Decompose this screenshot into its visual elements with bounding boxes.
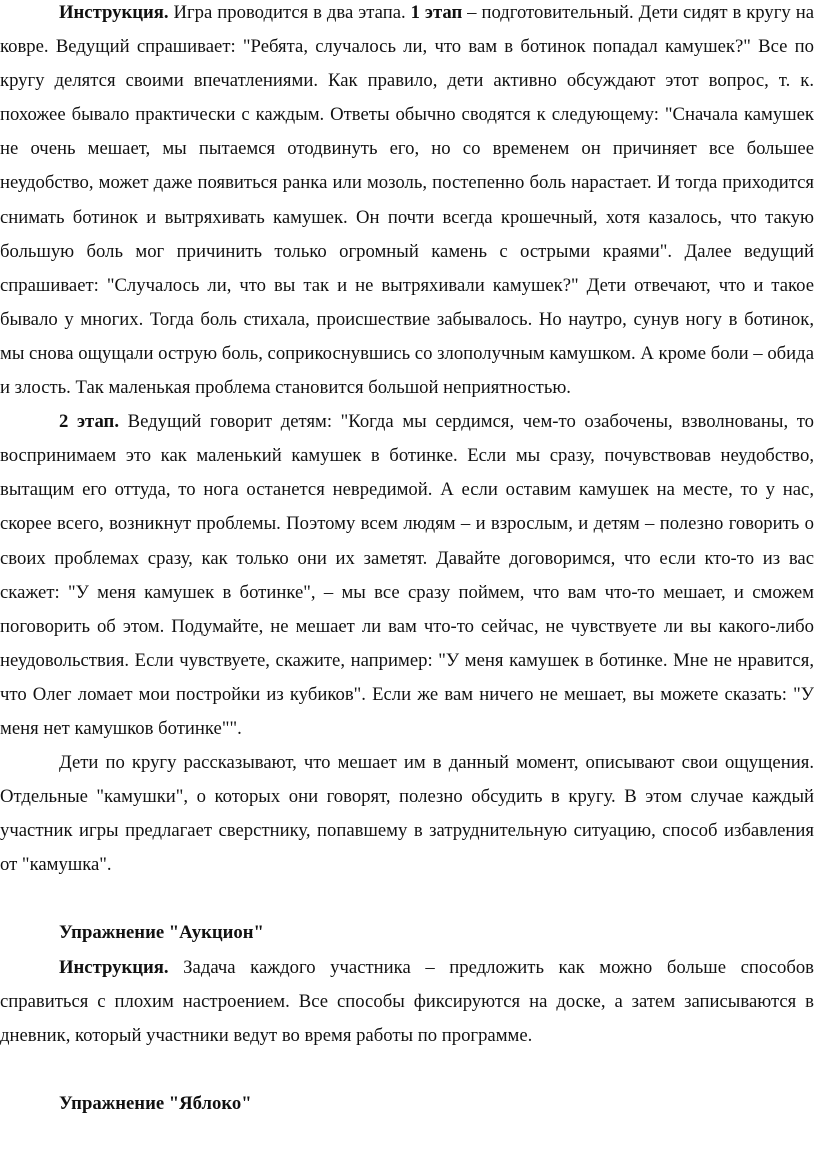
exercise-heading-auction: Упражнение "Аукцион" — [59, 922, 264, 944]
exercise-heading-apple: Упражнение "Яблоко" — [59, 1092, 252, 1114]
paragraph-text: Задача каждого участника – предложить как можно больше способов справиться с плохим настроением. Все способы фиксируются на доске, а затем записываются в дневник, который участники ведут во время работы по программе. — [0, 956, 814, 1046]
paragraph-stage-1 — [0, 0, 814, 405]
stage-label: 1 этап — [410, 2, 463, 23]
paragraph-text: – подготовительный. Дети сидят в кругу на ковре. Ведущий спрашивает: "Ребята, случалось ли, что вам в ботинок попадал камушек?" Все по кругу делятся своими впечатлениями. Как правило, дети активно обсуждают этот вопрос, т. к. похожее бывало практически с каждым. Ответы обычно сводятся к следующему: "Сначала камушек не очень мешает, мы пытаемся отодвинуть его, но со временем он причиняет все большее неудобство, может даже появиться ранка или мозоль, постепенно боль нарастает. И тогда приходится снимать ботинок и вытряхивать камушек. Он почти всегда крошечный, хотя казалось, что такую большую боль мог причинить только огромный камень с острыми краями". Далее ведущий спрашивает: "Случалось ли, что вы так и не вытряхивали камушек?" Дети отвечают, что и такое бывало у многих. Тогда боль стихала, происшествие забывалось. Но наутро, сунув ногу в ботинок, мы снова ощущали острую боль, соприкоснувшись со злополучным камушком. А кроме боли – обида и злость. Так маленькая проблема становится большой неприятностью. — [0, 2, 814, 399]
paragraph-circle-discussion — [0, 746, 814, 882]
instruction-label: Инструкция. — [59, 2, 169, 23]
paragraph-text: Ведущий говорит детям: "Когда мы сердимся, чем-то озабочены, взволнованы, то воспринимаем это как маленький камушек в ботинке. Если мы сразу, почувствовав неудобство, вытащим его оттуда, то нога останется невредимой. А если оставим камушек на месте, то у нас, скорее всего, возникнут проблемы. Поэтому всем людям – и взрослым, и детям – полезно говорить о своих проблемах сразу, как только они их заметят. Давайте договоримся, что если кто-то из вас скажет: "У меня камушек в ботинке", – мы все сразу поймем, что вам что-то мешает, и сможем поговорить об этом. Подумайте, не мешает ли вам что-то сейчас, не чувствуете ли вы какого-либо неудовольствия. Если чувствуете, скажите, например: "У меня камушек в ботинке. Мне не нравится, что Олег ломает мои постройки из кубиков". Если же вам ничего не мешает, вы можете сказать: "У меня нет камушков ботинке"". — [0, 411, 814, 739]
instruction-label: Инструкция. — [59, 956, 169, 978]
paragraph-text: Дети по кругу рассказывают, что мешает им в данный момент, описывают свои ощущения. Отдельные "камушки", о которых они говорят, полезно обсудить в кругу. В этом случае каждый участник игры предлагает сверстнику, попавшему в затруднительную ситуацию, способ избавления от "камушка". — [0, 752, 814, 876]
paragraph-text: Игра проводится в два этапа. — [168, 2, 411, 23]
blank-line — [0, 882, 814, 916]
paragraph-stage-2 — [0, 405, 814, 746]
blank-line — [0, 1053, 814, 1087]
stage-label: 2 этап. — [59, 411, 119, 433]
paragraph-auction-instruction — [0, 951, 814, 1053]
